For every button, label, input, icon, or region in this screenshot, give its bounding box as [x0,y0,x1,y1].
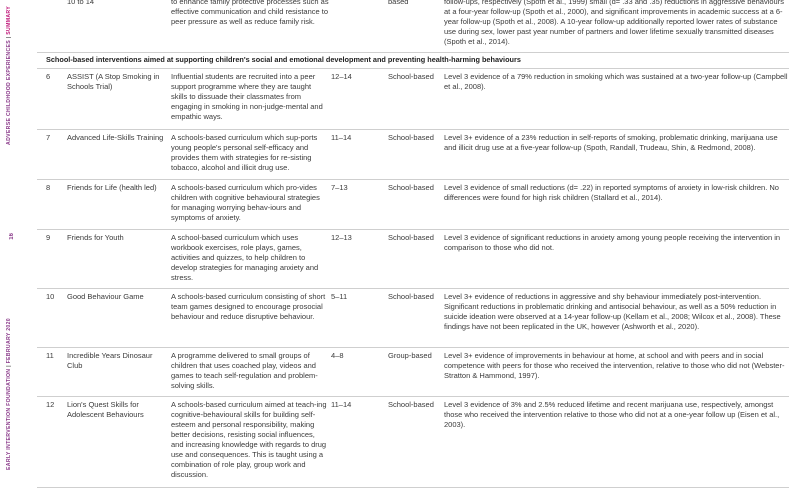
programme-description: to enhance family protective processes such as effective communication and child resistance to peer pressure as well as reduce family risk. [171,0,329,26]
programme-description: A schools-based curriculum which sup-ports young people's personal self-efficacy and provides them with strategies for re-sisting tobacco, alcohol and illicit drug use. [171,133,318,172]
age-range: 5–11 [331,292,348,301]
row-number: 8 [46,183,51,192]
programme-description: A schools-based curriculum aimed at teach-ing cognitive-behavioural skills for building self-esteem and personal responsibility, making better decisions, resisting social influences, and increasing knowledge with regards to drug use and consequences. This is taught using a combination of role play, group work and discussion. [171,400,327,479]
programme-description: A programme delivered to small groups of children that uses coached play, videos and games to teach self-regulation and problem-solving skills. [171,351,318,390]
programme-description: A schools-based curriculum which pro-vides children with cognitive behavioural strategies for managing worrying behav-iours and symptoms of anxiety. [171,183,320,222]
row-number: 9 [46,233,51,242]
age-range: 12–13 [331,233,352,242]
delivery-setting: Group-based [388,351,432,360]
section-heading: School-based interventions aimed at supporting children's social and emotional development and preventing health-harming behaviours [37,53,789,69]
row-number: 12 [46,400,55,409]
running-footer-org: EARLY INTERVENTION FOUNDATION [6,368,12,470]
age-range: 12–14 [331,72,352,81]
page-number: 16 [9,233,15,240]
programme-name: Friends for Life (health led) [67,183,157,192]
table-row [37,289,789,348]
delivery-setting: School-based [388,183,434,192]
evidence-summary: Level 3 evidence of small reductions (d= .22) in reported symptoms of anxiety in low-risk children. No differences were found for high risk children (Stallard et al., 2014). [444,183,779,202]
programme-name: Incredible Years Dinosaur Club [67,351,153,370]
evidence-summary: Level 3+ evidence of a 23% reduction in self-reports of smoking, problematic drinking, marijuana use and illicit drug use at a five-year follow-up (Spoth, Randall, Trudeau, Shin, & Redmond, 2008). [444,133,778,152]
programme-name: Friends for Youth [67,233,124,242]
table-row [37,0,789,53]
delivery-setting: School-based [388,72,434,81]
programme-name: ASSIST (A Stop Smoking in Schools Trial) [67,72,160,91]
row-number: 11 [46,351,54,360]
age-range: 11–14 [331,133,352,142]
evidence-summary: Level 3 evidence of 3% and 2.5% reduced lifetime and recent marijuana use, respectively, amongst those who received the intervention relative to those who did not at a one-year follow up (Eisen et al., 2003). [444,400,780,429]
evidence-summary: Level 3+ evidence of improvements in behaviour at home, at school and with peers and in social competence with peers for those who received the intervention, relative to those who did not (Webster-Stratton & Hammond, 1997). [444,351,785,380]
evidence-summary: Level 3 evidence of a 79% reduction in smoking which was sustained at a two-year follow-up (Campbell et al., 2008). [444,72,788,91]
running-title: ADVERSE CHILDHOOD EXPERIENCES | SUMMARY [6,6,12,145]
table-row [37,180,789,230]
delivery-setting: based [388,0,409,6]
row-number: 6 [46,72,51,81]
evidence-summary: Level 3 evidence of significant reductions in anxiety among young people receiving the intervention in comparison to those who did not. [444,233,781,252]
age-range: 4–8 [331,351,344,360]
row-number: 10 [46,292,55,301]
delivery-setting: School-based [388,400,434,409]
programme-name: 10 to 14 [67,0,95,6]
delivery-setting: School-based [388,133,434,142]
programme-name: Lion's Quest Skills for Adolescent Behaviours [67,400,144,419]
table-row [37,130,789,180]
table-row [37,69,789,130]
table-row [37,348,789,397]
evidence-summary: follow-ups, respectively (Spoth et al., 1999) small (d= .33 and .35) reductions in aggressive behaviours at a four-year follow-up (Spoth et al., 2000), and significant improvements in academic success at a 6-year follow-up (Spoth et al., 2008). A 10-year follow-up additionally reported lower rates of substance use during sex, lower past year number of partners and lower lifetime sexually transmitted diseases (Spoth et al., 2014). [444,0,784,46]
programme-description: Influential students are recruited into a peer support programme where they are taught skills to dissuade their classmates from engaging in smoking in non-judge-mental and empathic ways. [171,72,323,121]
row-number: 7 [46,133,51,142]
delivery-setting: School-based [388,233,434,242]
evidence-summary: Level 3+ evidence of reductions in aggressive and shy behaviour immediately post-intervention. Significant reductions in problematic drinking and antisocial behaviour, as well as a 50% reduction in suicide ideation were observed at a 14-year follow-up (Kellam et al., 2008; Wilcox et al., 2008). These findings have not been replicated in the UK, however (Ashworth et al., 2020). [444,292,781,331]
table-row [37,230,789,289]
programme-description: A school-based curriculum which uses workbook exercises, role plays, games, activities and quizzes, to help children to develop strategies for managing anxiety and stress. [171,233,319,282]
running-footer-date: FEBRUARY 2020 [6,318,12,364]
running-title-doc: ADVERSE CHILDHOOD EXPERIENCES [6,39,12,145]
programme-name: Advanced Life-Skills Training [67,133,164,142]
programme-name: Good Behaviour Game [67,292,144,301]
age-range: 7–13 [331,183,348,192]
running-title-section: SUMMARY [6,6,12,35]
delivery-setting: School-based [388,292,434,301]
table-row [37,397,789,488]
running-footer: EARLY INTERVENTION FOUNDATION | FEBRUARY 2020 [6,318,12,470]
age-range: 11–14 [331,400,352,409]
programme-description: A schools-based curriculum consisting of short team games designed to encourage prosocial behaviour and reduce disruptive behaviour. [171,292,326,321]
